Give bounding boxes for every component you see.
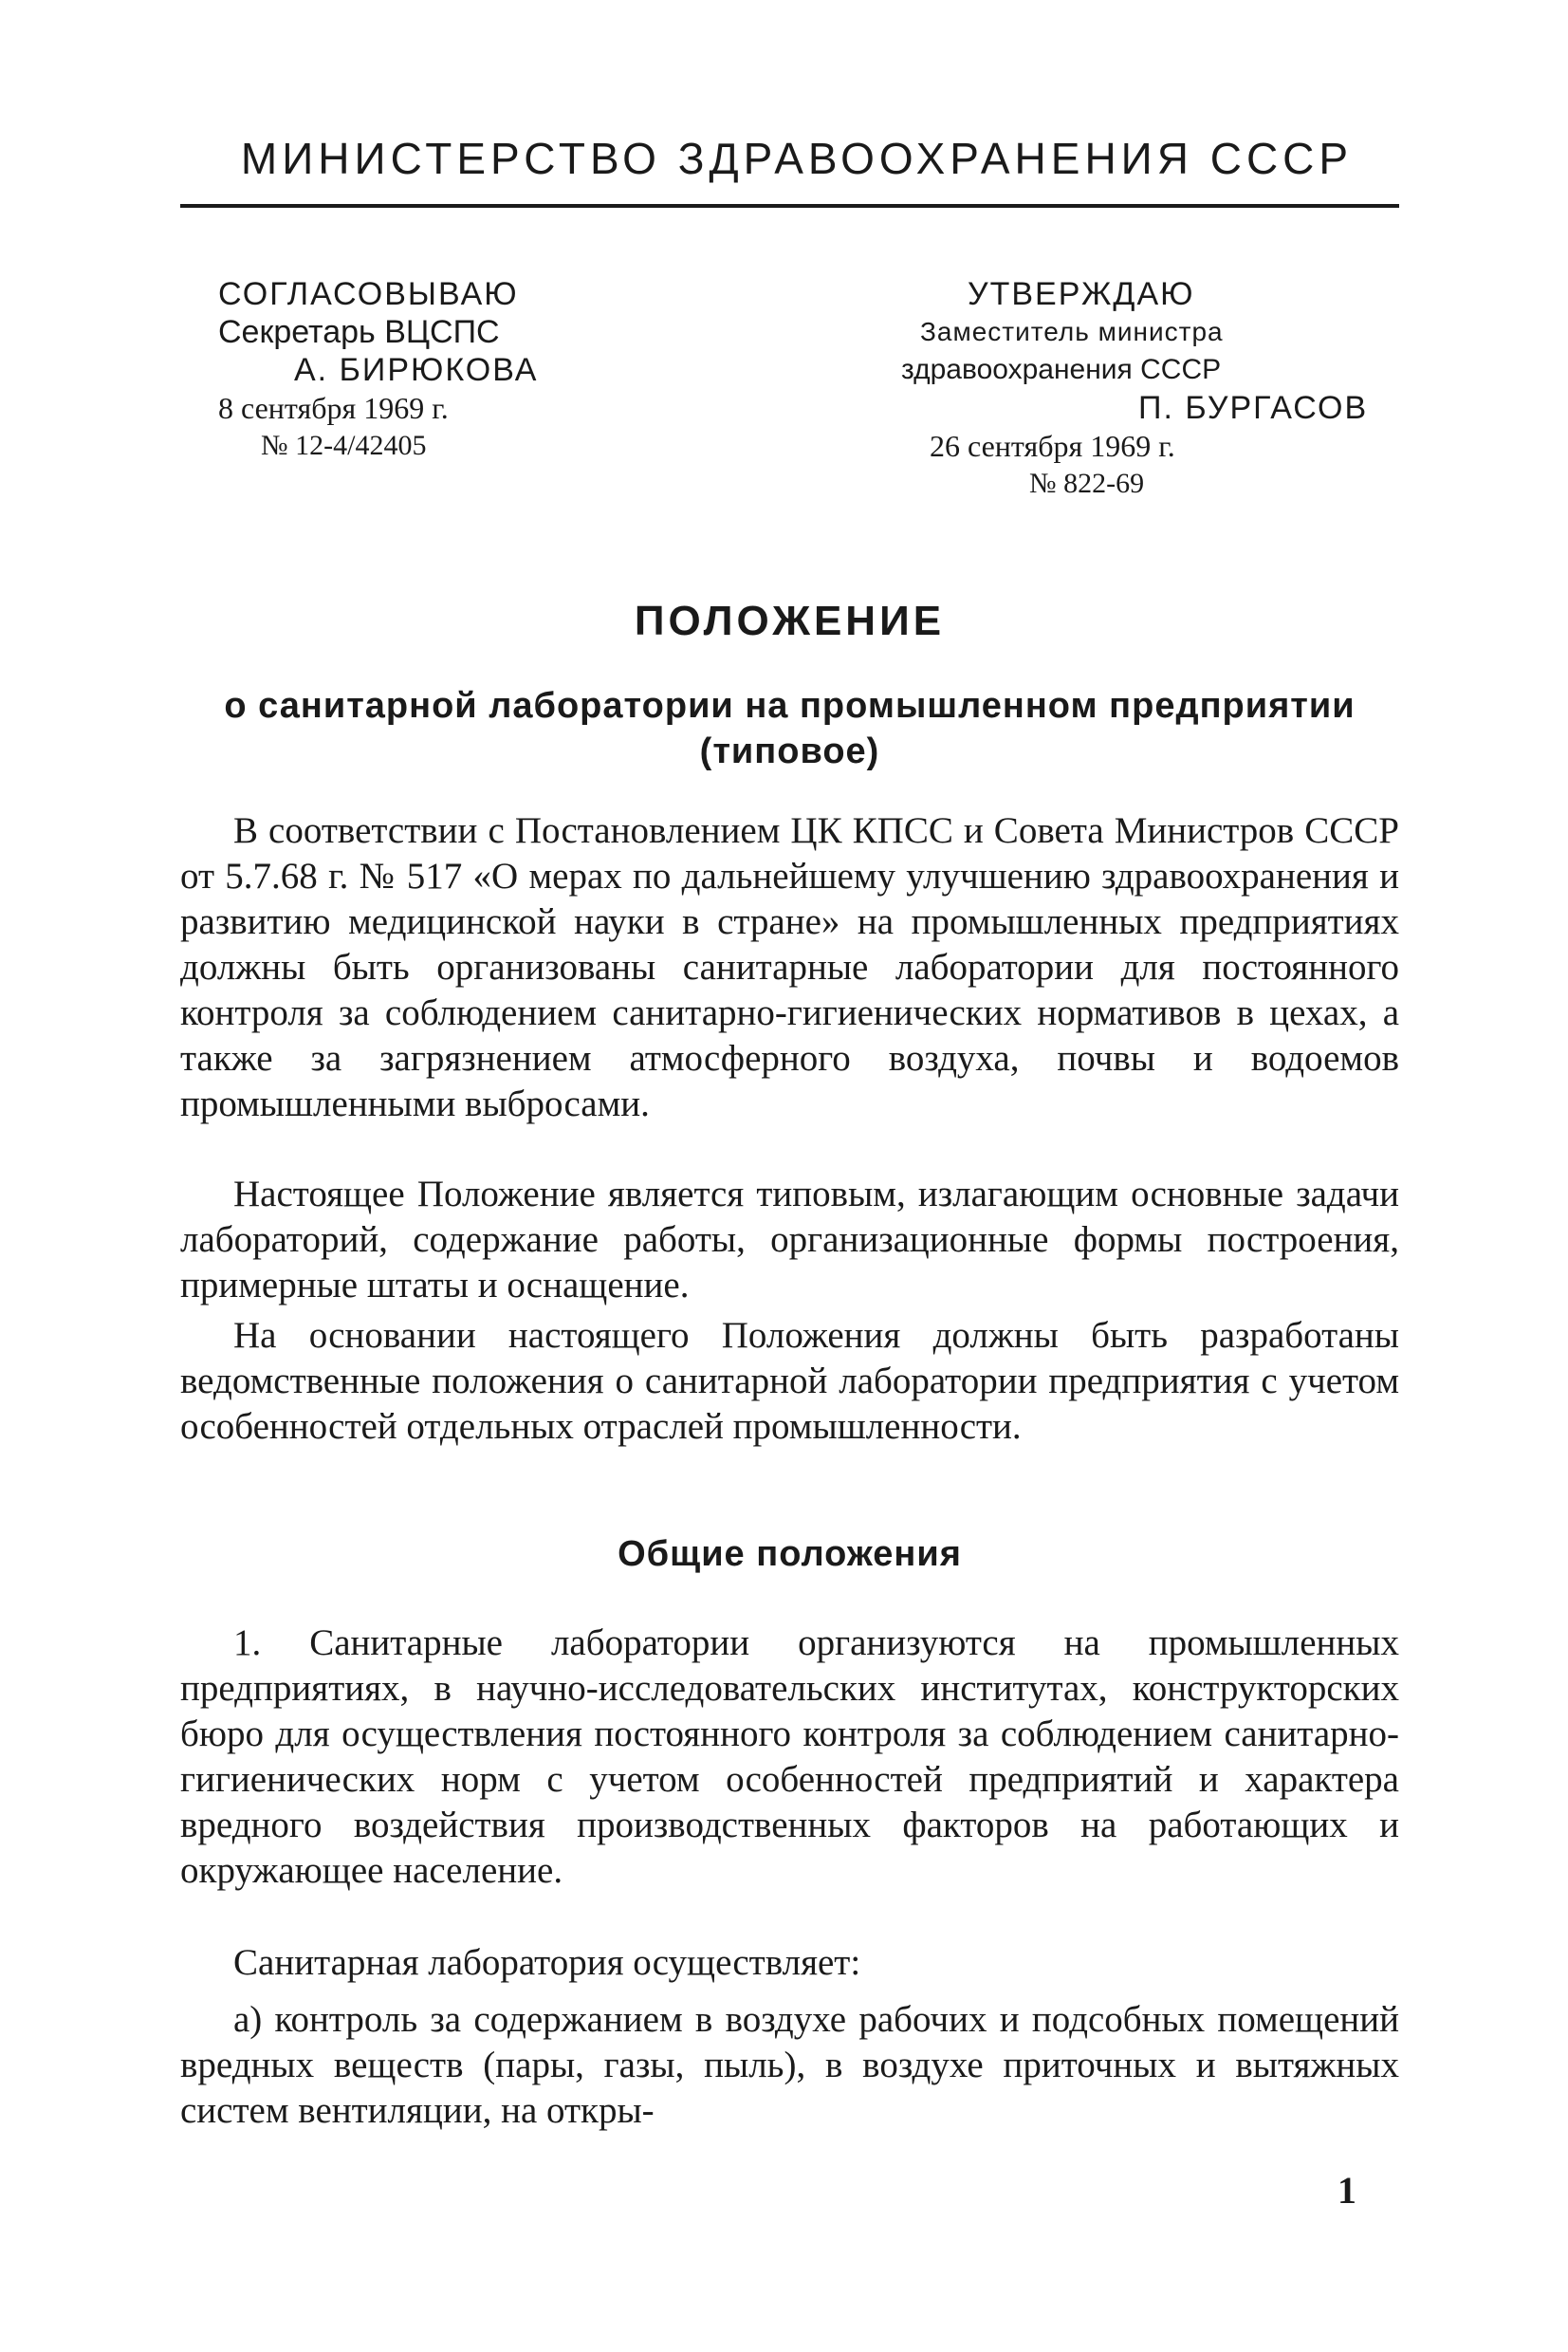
agreed-name: А. БИРЮКОВА xyxy=(294,352,539,388)
paragraph-text: 1. Санитарные лаборатории организуются на промышленных предприятиях, в научно-исследовательских институтах, конструкторских бюро для осуществления постоянного контроля за соблюдением санитарно-гигиенических норм с учетом особенностей предприятий и характера вредного воздействия производственных факторов на работающих и окружающее население. xyxy=(180,1622,1399,1891)
header-divider xyxy=(180,204,1399,208)
subtitle-line-2: (типовое) xyxy=(699,732,880,771)
agreed-heading: СОГЛАСОВЫВАЮ xyxy=(218,276,519,312)
paragraph-text: а) контроль за содержанием в воздухе рабочих и подсобных помещений вредных веществ (пары, газы, пыль), в воздухе приточных и вытяжных систем вентиляции, на откры- xyxy=(180,1999,1399,2131)
approval-approved-block xyxy=(901,275,1404,503)
agreed-number: № 12-4/42405 xyxy=(261,430,427,461)
paragraph-text: Санитарная лаборатория осуществляет: xyxy=(233,1942,861,1983)
approved-heading: УТВЕРЖДАЮ xyxy=(968,276,1195,312)
section-paragraph-2 xyxy=(180,1940,1399,1986)
document-title: ПОЛОЖЕНИЕ xyxy=(634,598,946,644)
intro-paragraph-2 xyxy=(180,1172,1399,1308)
approval-agreed-block xyxy=(218,275,711,465)
approved-name: П. БУРГАСОВ xyxy=(1138,390,1369,426)
ministry-header: МИНИСТЕРСТВО ЗДРАВООХРАНЕНИЯ СССР xyxy=(240,134,1354,183)
paragraph-text: Настоящее Положение является типовым, излагающим основные задачи лабораторий, содержание работы, организационные формы построения, примерные штаты и оснащение. xyxy=(180,1174,1399,1306)
subtitle-line-1: о санитарной лаборатории на промышленном предприятии xyxy=(224,686,1356,726)
approved-position-line1: Заместитель министра xyxy=(920,317,1224,346)
section-paragraph-1 xyxy=(180,1620,1399,1894)
intro-paragraph-3 xyxy=(180,1313,1399,1450)
page-number: 1 xyxy=(1337,2169,1356,2212)
paragraph-text: На основании настоящего Положения должны быть разработаны ведомственные положения о санитарной лаборатории предприятия с учетом особенностей отдельных отраслей промышленности. xyxy=(180,1315,1399,1447)
section-paragraph-3 xyxy=(180,1997,1399,2134)
approved-position-line2: здравоохранения СССР xyxy=(901,354,1222,385)
paragraph-text: В соответствии с Постановлением ЦК КПСС и Совета Министров СССР от 5.7.68 г. № 517 «О мерах по дальнейшему улучшению здравоохранения и развитию медицинской науки в стране» на промышленных предприятиях должны быть организованы санитарные лаборатории для постоянного контроля за соблюдением санитарно-гигиенических нормативов в цехах, а также за загрязнением атмосферного воздуха, почвы и водоемов промышленными выбросами. xyxy=(180,810,1399,1124)
section-title: Общие положения xyxy=(618,1534,962,1574)
agreed-date: 8 сентября 1969 г. xyxy=(218,391,449,425)
approved-number: № 822-69 xyxy=(1029,468,1145,499)
intro-paragraph-1 xyxy=(180,808,1399,1127)
approved-date: 26 сентября 1969 г. xyxy=(930,429,1175,463)
document-subtitle xyxy=(180,683,1399,774)
agreed-position: Секретарь ВЦСПС xyxy=(218,314,500,350)
